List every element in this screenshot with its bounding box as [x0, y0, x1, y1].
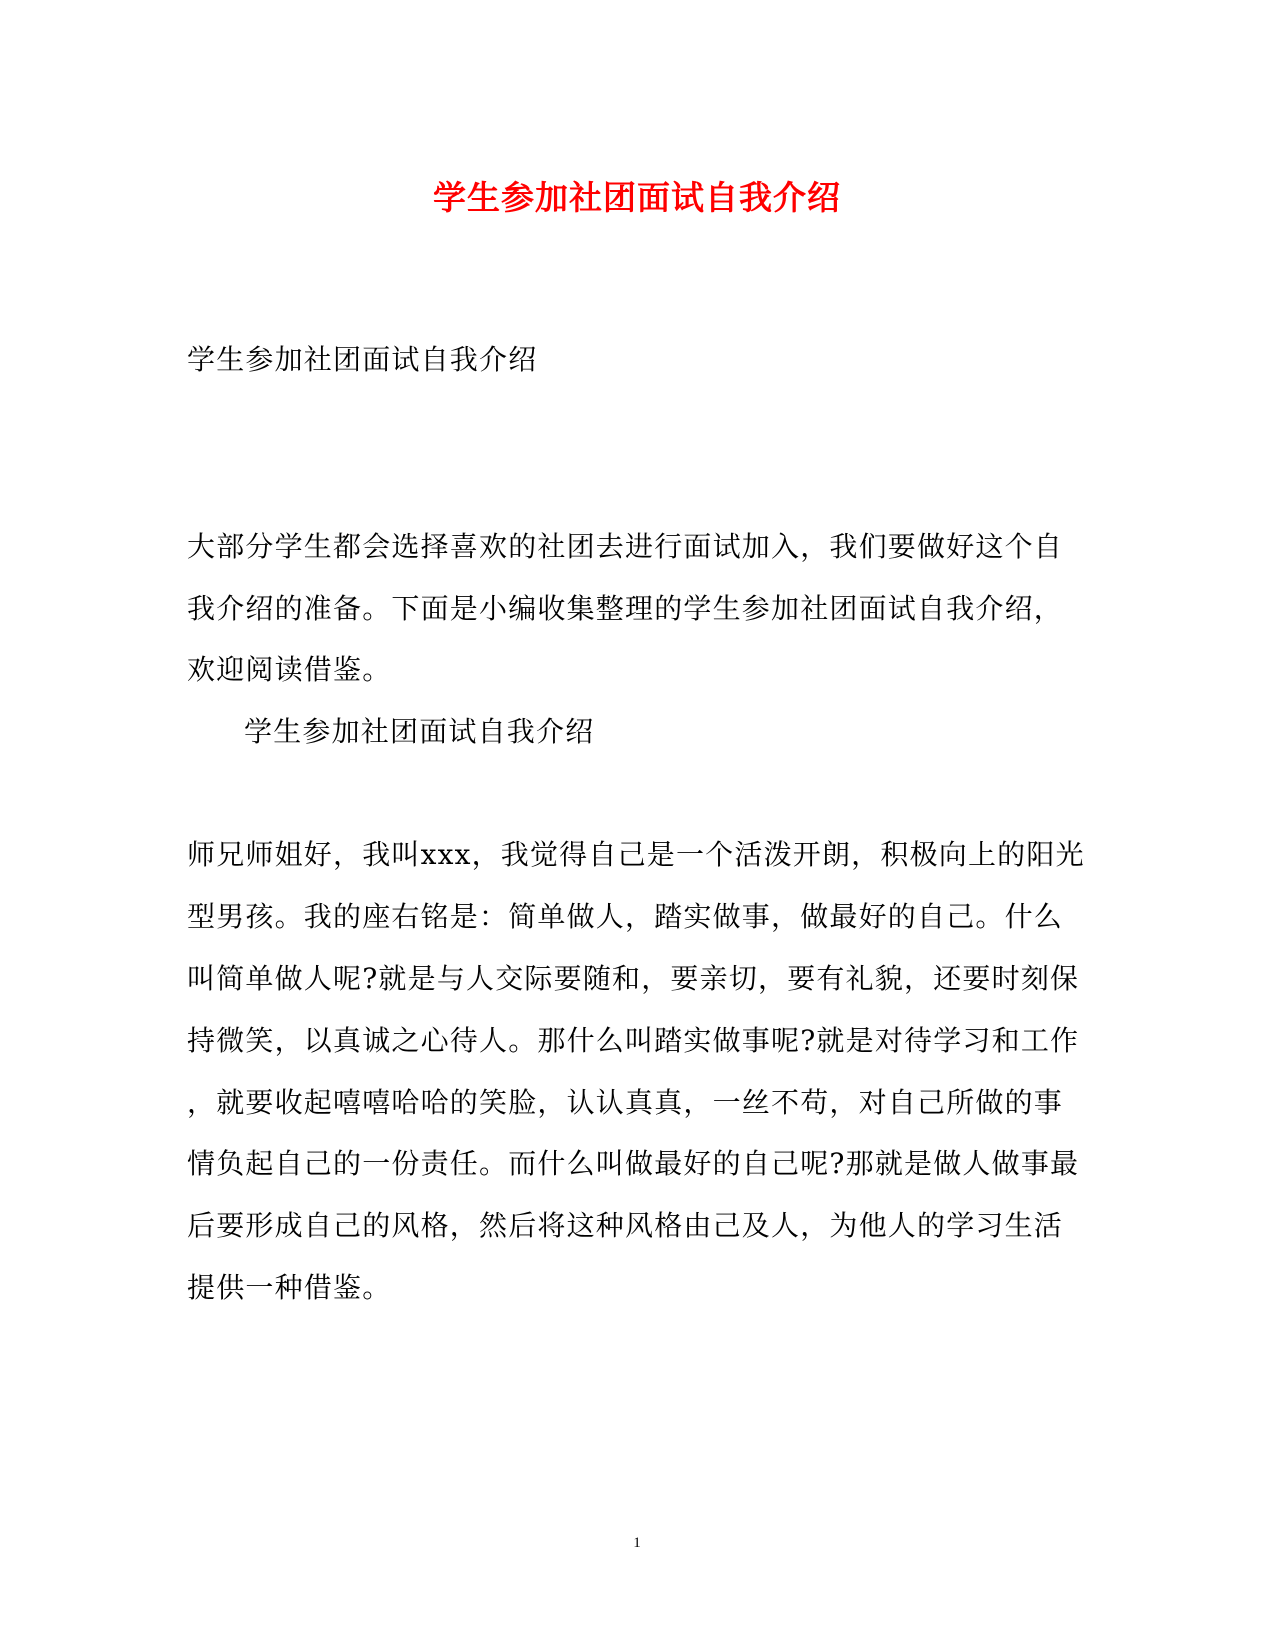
body-line: 叫简单做人呢?就是与人交际要随和，要亲切，要有礼貌，还要时刻保 [187, 962, 1080, 995]
body-line: 后要形成自己的风格，然后将这种风格由己及人，为他人的学习生活 [187, 1209, 1064, 1242]
document-title: 学生参加社团面试自我介绍 [433, 178, 841, 217]
body-line: 情负起自己的一份责任。而什么叫做最好的自己呢?那就是做人做事最 [187, 1147, 1080, 1180]
section-heading: 学生参加社团面试自我介绍 [244, 715, 595, 748]
intro-line: 大部分学生都会选择喜欢的社团去进行面试加入，我们要做好这个自 [187, 530, 1064, 563]
intro-line: 我介绍的准备。下面是小编收集整理的学生参加社团面试自我介绍， [187, 592, 1064, 625]
intro-line: 欢迎阅读借鉴。 [187, 653, 392, 686]
body-line: 型男孩。我的座右铭是：简单做人，踏实做事，做最好的自己。什么 [187, 900, 1064, 933]
document-subtitle: 学生参加社团面试自我介绍 [187, 343, 538, 376]
body-line: 提供一种借鉴。 [187, 1271, 392, 1304]
body-line: 持微笑，以真诚之心待人。那什么叫踏实做事呢?就是对待学习和工作 [187, 1024, 1080, 1057]
body-line: ，就要收起嘻嘻哈哈的笑脸，认认真真，一丝不苟，对自己所做的事 [187, 1086, 1064, 1119]
body-line: 师兄师姐好，我叫xxx，我觉得自己是一个活泼开朗，积极向上的阳光 [187, 838, 1085, 871]
page-number: 1 [633, 1535, 641, 1551]
